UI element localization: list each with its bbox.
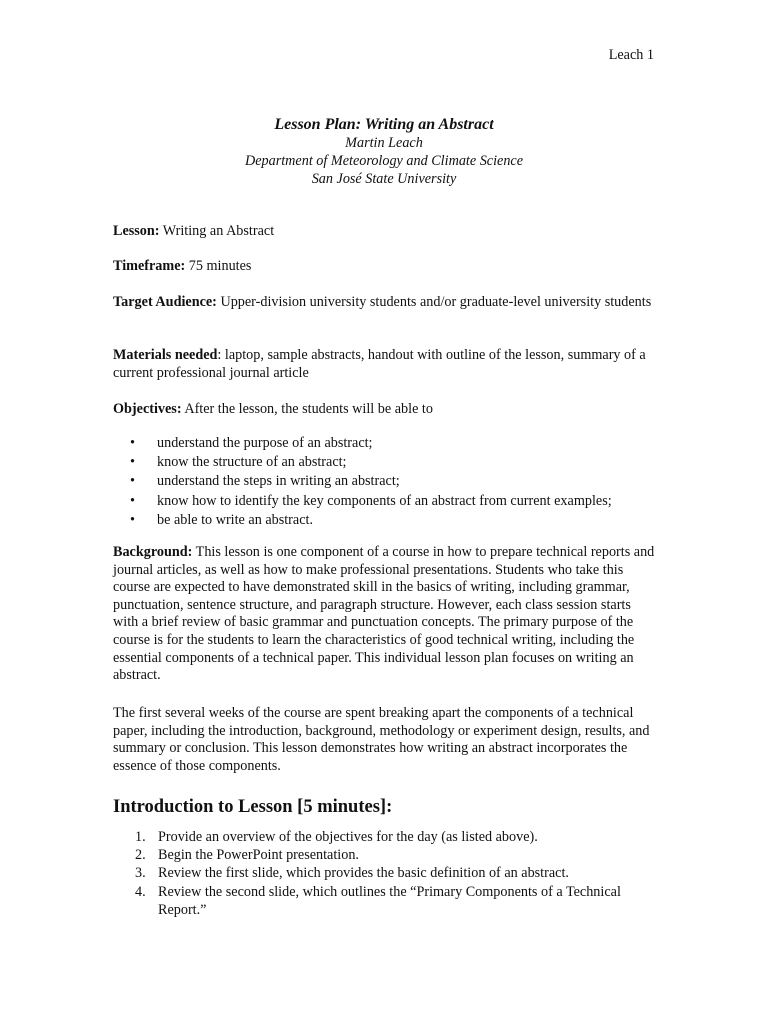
title-block bbox=[0, 115, 768, 188]
objectives-field bbox=[113, 401, 658, 419]
materials-field bbox=[113, 347, 658, 382]
background-paragraph bbox=[113, 544, 658, 685]
timeframe-label: Timeframe: bbox=[113, 258, 186, 274]
list-item: • understand the purpose of an abstract; bbox=[130, 434, 660, 453]
bullet-icon: • bbox=[130, 454, 135, 471]
audience-value: Upper-division university students and/or graduate-level university students bbox=[216, 294, 652, 310]
lesson-value: Writing an Abstract bbox=[159, 223, 275, 239]
intro-heading: Introduction to Lesson [5 minutes]: bbox=[113, 797, 393, 817]
bullet-icon: • bbox=[130, 492, 135, 509]
university-name: San José State University bbox=[311, 171, 457, 187]
list-item: 4. Review the second slide, which outlines the “Primary Components of a Technical Report.” bbox=[135, 883, 621, 918]
author-name: Martin Leach bbox=[345, 135, 423, 151]
bullet-icon: • bbox=[130, 473, 135, 490]
lesson-label: Lesson: bbox=[113, 223, 160, 239]
audience-field bbox=[113, 294, 658, 312]
list-item: 1. Provide an overview of the objectives for the day (as listed above). bbox=[135, 829, 538, 845]
intro-steps-list bbox=[135, 828, 665, 919]
objectives-list bbox=[130, 434, 660, 530]
bullet-icon: • bbox=[130, 435, 135, 451]
list-item: • understand the steps in writing an abstract; bbox=[130, 472, 660, 491]
department-name: Department of Meteorology and Climate Science bbox=[244, 153, 524, 169]
bullet-icon: • bbox=[130, 511, 135, 528]
timeframe-field bbox=[113, 258, 658, 276]
list-item: • be able to write an abstract. bbox=[130, 511, 660, 530]
list-item: 2. Begin the PowerPoint presentation. bbox=[135, 847, 359, 864]
materials-value: : laptop, sample abstracts, handout with outline of the lesson, summary of a current professional journal article bbox=[113, 347, 646, 381]
background-label: Background: bbox=[113, 544, 193, 560]
audience-label: Target Audience: bbox=[113, 294, 217, 310]
background-text: This lesson is one component of a course in how to prepare technical reports and journal articles, as well as how to make professional presentations. Students who take this course are expected to have demonstrated skill in the basics of writing, including grammar, punctuation, sentence structure, and paragraph structure. However, each class session starts with a brief review of basic grammar and punctuation concepts. The primary purpose of the course is for the students to learn the characteristics of good technical writing, including the essential components of a technical paper. This individual lesson plan focuses on writing an abstract. bbox=[113, 544, 655, 684]
list-item: • know the structure of an abstract; bbox=[130, 453, 660, 472]
document-title: Lesson Plan: Writing an Abstract bbox=[274, 116, 494, 133]
objectives-value: After the lesson, the students will be able to bbox=[181, 401, 433, 417]
lesson-field bbox=[113, 223, 658, 241]
list-item: • know how to identify the key components of an abstract from current examples; bbox=[130, 492, 660, 511]
objectives-label: Objectives: bbox=[113, 401, 182, 417]
list-item: 3. Review the first slide, which provides the basic definition of an abstract. bbox=[135, 865, 569, 882]
timeframe-value: 75 minutes bbox=[185, 258, 252, 274]
materials-label: Materials needed bbox=[113, 347, 218, 363]
course-structure-paragraph: The first several weeks of the course are spent breaking apart the components of a technical paper, including the introduction, background, methodology or experiment design, results, and summary or conclusion. This lesson demonstrates how writing an abstract incorporates the essence of those components. bbox=[113, 705, 650, 774]
page-header-label: Leach 1 bbox=[608, 47, 654, 63]
